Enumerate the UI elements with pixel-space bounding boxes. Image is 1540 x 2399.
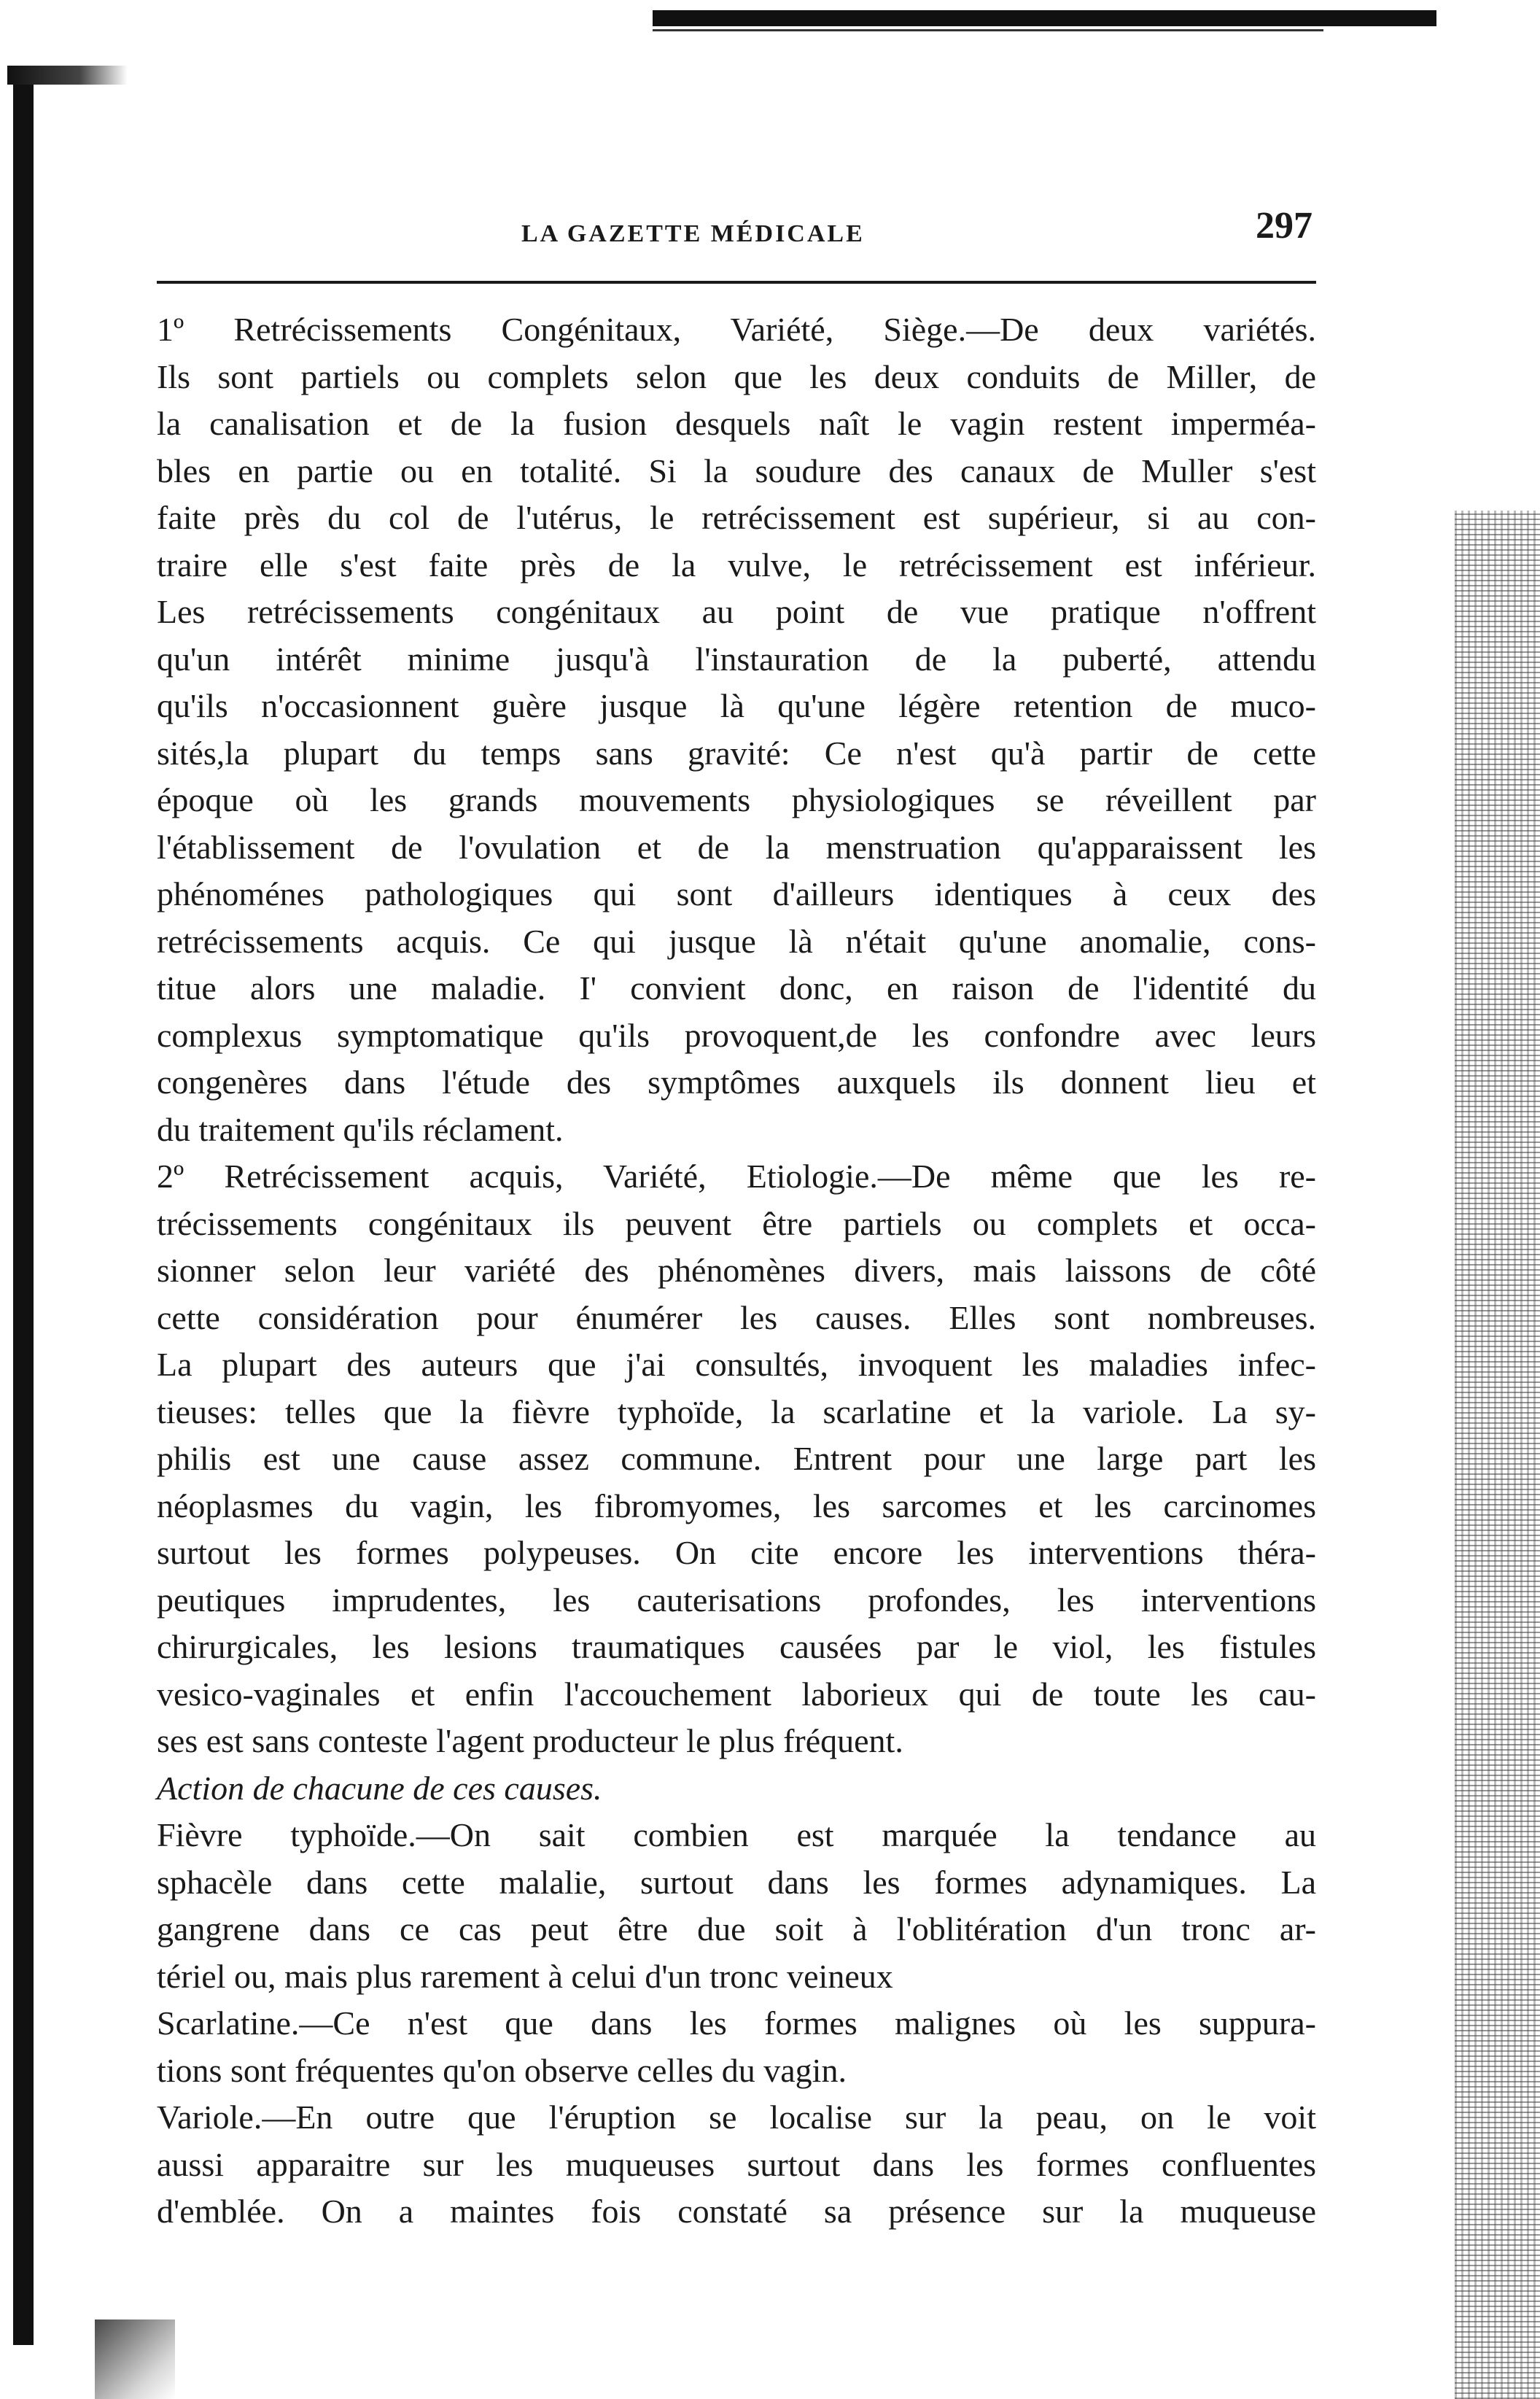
text-line: peutiques imprudentes, les cauterisations profondes, les interventions [157, 1581, 1316, 1619]
text-line: sités,la plupart du temps sans gravité: Ce n'est qu'à partir de cette [157, 734, 1316, 772]
text-line: trécissements congénitaux ils peuvent être partiels ou complets et occa- [157, 1204, 1316, 1242]
text-line: Action de chacune de ces causes. [157, 1769, 602, 1807]
text-line: qu'un intérêt minime jusqu'à l'instauration de la puberté, attendu [157, 640, 1316, 678]
page-number: 297 [1256, 205, 1312, 247]
text-line: philis est une cause assez commune. Entrent pour une large part les [157, 1440, 1316, 1477]
text-line: complexus symptomatique qu'ils provoquent,de les confondre avec leurs [157, 1016, 1316, 1054]
text-line: surtout les formes polypeuses. On cite encore les interventions théra- [157, 1534, 1316, 1571]
text-line: Fièvre typhoïde.—On sait combien est marquée la tendance au [157, 1816, 1316, 1853]
text-line: du traitement qu'ils réclament. [157, 1110, 564, 1148]
text-line: phénoménes pathologiques qui sont d'ailleurs identiques à ceux des [157, 875, 1316, 912]
text-line: aussi apparaitre sur les muqueuses surtout dans les formes confluentes [157, 2145, 1316, 2183]
text-line: Ils sont partiels ou complets selon que les deux conduits de Miller, de [157, 357, 1316, 395]
scan-top-border [653, 10, 1436, 26]
text-line: 2º Retrécissement acquis, Variété, Etiologie.—De même que les re- [157, 1158, 1316, 1195]
text-line: tieuses: telles que la fièvre typhoïde, la scarlatine et la variole. La sy- [157, 1392, 1316, 1430]
text-line: sphacèle dans cette malalie, surtout dans les formes adynamiques. La [157, 1863, 1316, 1901]
text-line: la canalisation et de la fusion desquels naît le vagin restent imperméa- [157, 405, 1316, 442]
text-line: Les retrécissements congénitaux au point de vue pratique n'offrent [157, 593, 1316, 630]
text-line: faite près du col de l'utérus, le retrécissement est supérieur, si au con- [157, 499, 1316, 536]
text-line: sionner selon leur variété des phénomènes divers, mais laissons de côté [157, 1252, 1316, 1289]
text-line: retrécissements acquis. Ce qui jusque là n'était qu'une anomalie, cons- [157, 922, 1316, 960]
text-line: titue alors une maladie. I' convient donc, en raison de l'identité du [157, 969, 1316, 1007]
text-line: congenères dans l'étude des symptômes auxquels ils donnent lieu et [157, 1063, 1316, 1101]
text-line: tériel ou, mais plus rarement à celui d'un tronc veineux [157, 1957, 893, 1995]
article-body [157, 306, 1316, 2236]
scan-left-border [13, 69, 34, 2345]
text-line: néoplasmes du vagin, les fibromyomes, les sarcomes et les carcinomes [157, 1487, 1316, 1524]
text-line: époque où les grands mouvements physiologiques se réveillent par [157, 781, 1316, 818]
text-line: Scarlatine.—Ce n'est que dans les formes malignes où les suppura- [157, 2004, 1316, 2042]
text-line: bles en partie ou en totalité. Si la soudure des canaux de Muller s'est [157, 451, 1316, 489]
text-line: l'établissement de l'ovulation et de la menstruation qu'apparaissent les [157, 828, 1316, 866]
text-line: chirurgicales, les lesions traumatiques causées par le viol, les fistules [157, 1628, 1316, 1665]
text-line: d'emblée. On a maintes fois constaté sa présence sur la muqueuse [157, 2193, 1316, 2230]
text-line: gangrene dans ce cas peut être due soit à l'oblitération d'un tronc ar- [157, 1910, 1316, 1948]
text-line: tions sont fréquentes qu'on observe celles du vagin. [157, 2051, 847, 2089]
text-line: qu'ils n'occasionnent guère jusque là qu'une légère retention de muco- [157, 687, 1316, 724]
header-rule [157, 281, 1316, 284]
running-head: LA GAZETTE MÉDICALE [521, 220, 865, 247]
text-line: traire elle s'est faite près de la vulve, le retrécissement est inférieur. [157, 546, 1316, 584]
text-line: vesico-vaginales et enfin l'accouchement laborieux qui de toute les cau- [157, 1675, 1316, 1713]
text-line: ses est sans conteste l'agent producteur le plus fréquent. [157, 1722, 903, 1759]
text-line: 1º Retrécissements Congénitaux, Variété, Siège.—De deux variétés. [157, 311, 1316, 348]
scan-bottom-smudge [95, 2319, 175, 2399]
text-line: Variole.—En outre que l'éruption se localise sur la peau, on le voit [157, 2098, 1316, 2136]
scan-left-smudge [7, 66, 128, 85]
scan-right-edge-noise [1455, 511, 1540, 2399]
text-line: La plupart des auteurs que j'ai consultés, invoquent les maladies infec- [157, 1346, 1316, 1383]
page-header [157, 204, 1312, 263]
scan-top-border-thin [653, 29, 1323, 31]
text-line: cette considération pour énumérer les causes. Elles sont nombreuses. [157, 1298, 1316, 1336]
